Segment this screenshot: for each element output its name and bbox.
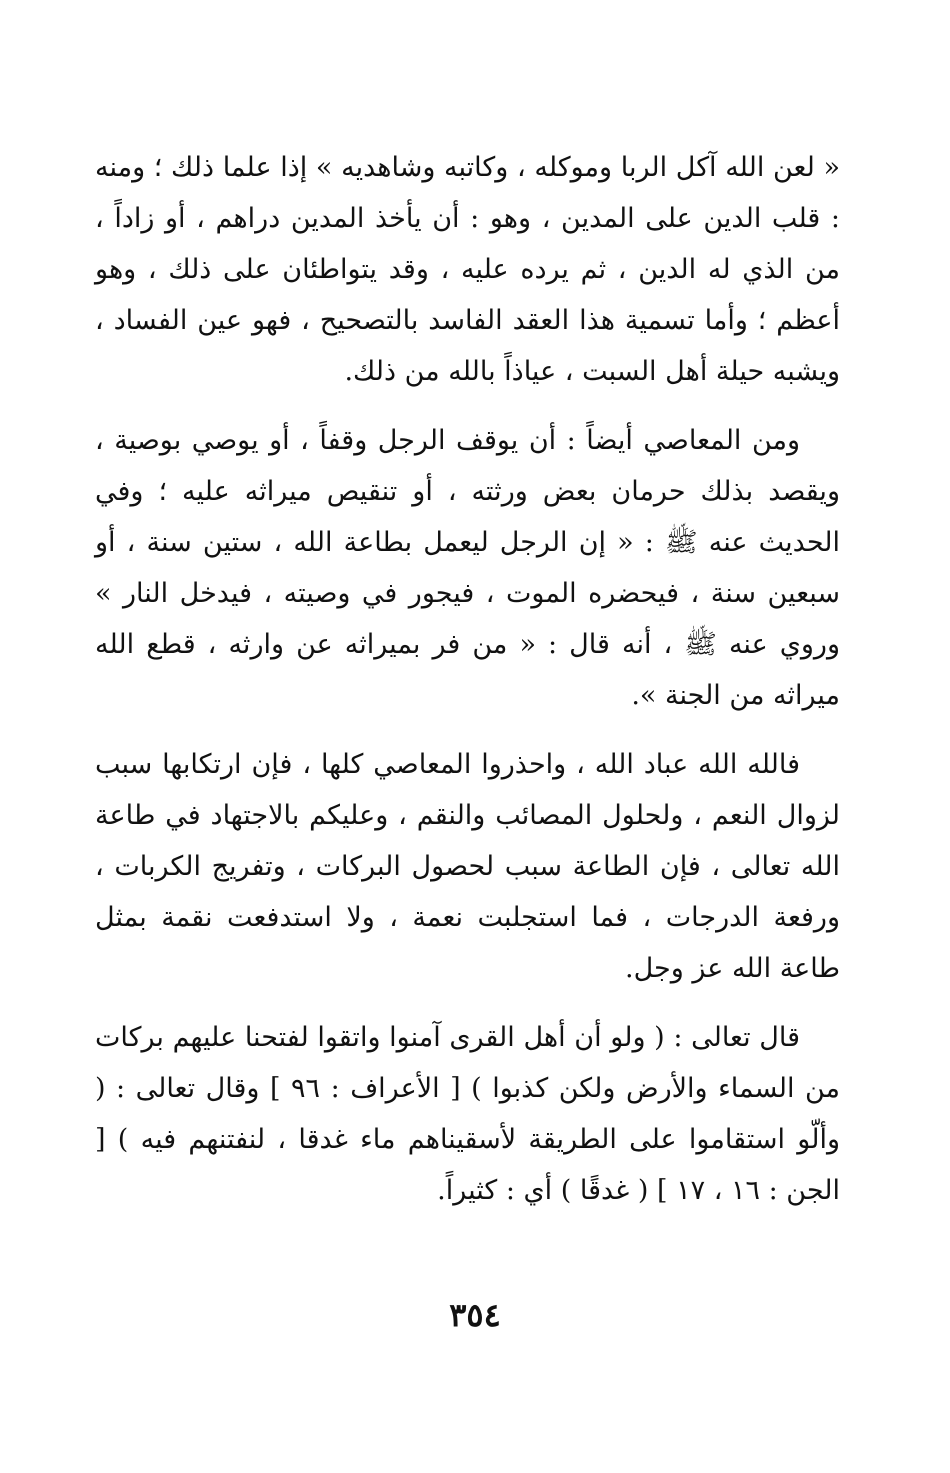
paragraph-3: فالله الله عباد الله ، واحذروا المعاصي كلها ، فإن ارتكابها سبب لزوال النعم ، ولحلول المصائب والنقم ، وعليكم بالاجتهاد في طاعة الله تعالى ، فإن الطاعة سبب لحصول البركات ، وتفريج الكربات ، ورفعة الدرجات ، فما استجلبت نعمة ، ولا استدفعت نقمة بمثل طاعة الله عز وجل. [95, 749, 840, 984]
paragraph-4: قال تعالى : ( ولو أن أهل القرى آمنوا واتقوا لفتحنا عليهم بركات من السماء والأرض ولكن كذبوا ) [ الأعراف : ٩٦ ] وقال تعالى : ( وألّو استقاموا على الطريقة لأسقيناهم ماء غدقا ، لنفتنهم فيه ) [ الجن : ١٦ ، ١٧ ] ( غدقًا ) أي : كثيراً. [95, 1022, 840, 1206]
page-number: ٣٥٤ [449, 1296, 501, 1334]
page-body [95, 142, 840, 1234]
paragraph-1: « لعن الله آكل الربا وموكله ، وكاتبه وشاهديه » إذا علما ذلك ؛ ومنه : قلب الدين على المدين ، وهو : أن يأخذ المدين دراهم ، أو زاداً ، من الذي له الدين ، ثم يرده عليه ، وقد يتواطئان على ذلك ، وهو أعظم ؛ وأما تسمية هذا العقد الفاسد بالتصحيح ، فهو عين الفساد ، ويشبه حيلة أهل السبت ، عياذاً بالله من ذلك. [95, 152, 840, 387]
paragraph-2: ومن المعاصي أيضاً : أن يوقف الرجل وقفاً ، أو يوصي بوصية ، ويقصد بذلك حرمان بعض ورثته ، أو تنقيص ميراثه عليه ؛ وفي الحديث عنه ﷺ : « إن الرجل ليعمل بطاعة الله ، ستين سنة ، أو سبعين سنة ، فيحضره الموت ، فيجور في وصيته ، فيدخل النار » وروي عنه ﷺ ، أنه قال : « من فر بميراثه عن وارثه ، قطع الله ميراثه من الجنة ». [95, 425, 840, 711]
